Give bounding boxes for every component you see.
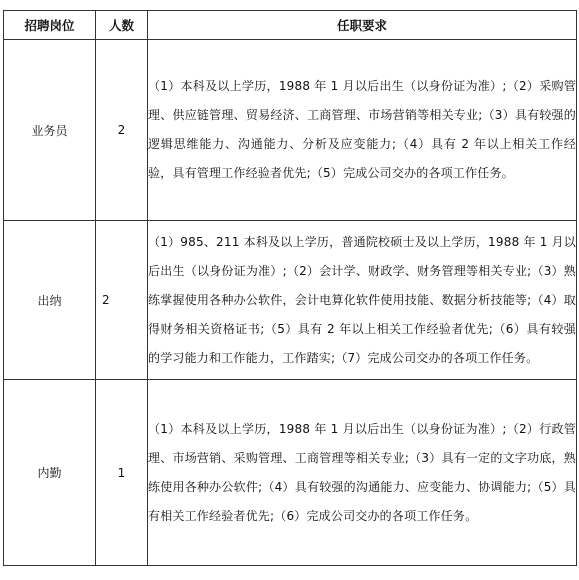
header-count: 人数 (96, 11, 148, 40)
position-cell: 出纳 (4, 221, 96, 380)
table-header-row (4, 11, 577, 40)
count-cell: 1 (96, 380, 148, 566)
header-requirements: 任职要求 (148, 11, 577, 40)
count-cell: 2 (96, 221, 148, 380)
table-row (4, 40, 577, 221)
position-cell: 内勤 (4, 380, 96, 566)
header-position: 招聘岗位 (4, 11, 96, 40)
requirements-cell: （1）985、211 本科及以上学历，普通院校硕士及以上学历，1988 年 1 月以后出生（以身份证为准）;（2）会计学、财政学、财务管理等相关专业;（3）熟练掌握使用各种办公软件，会计电算化软件使用技能、数据分析技能等;（4）取得财务相关资格证书;（5）具有 2 年以上相关工作经验者优先;（6）具有较强的学习能力和工作能力，工作踏实;（7）完成公司交办的各项工作任务。 (148, 221, 577, 380)
position-cell: 业务员 (4, 40, 96, 221)
table-row (4, 221, 577, 380)
count-cell: 2 (96, 40, 148, 221)
table-row (4, 380, 577, 566)
requirements-cell: （1）本科及以上学历，1988 年 1 月以后出生（以身份证为准）;（2）行政管理、市场营销、采购管理、工商管理等相关专业;（3）具有一定的文字功底，熟练使用各种办公软件;（4）具有较强的沟通能力、应变能力、协调能力;（5）具有相关工作经验者优先;（6）完成公司交办的各项工作任务。 (148, 380, 577, 566)
recruitment-table (3, 10, 577, 566)
requirements-cell: （1）本科及以上学历，1988 年 1 月以后出生（以身份证为准）;（2）采购管理、供应链管理、贸易经济、工商管理、市场营销等相关专业;（3）具有较强的逻辑思维能力、沟通能力、分析及应变能力;（4）具有 2 年以上相关工作经验，具有管理工作经验者优先;（5）完成公司交办的各项工作任务。 (148, 40, 577, 221)
